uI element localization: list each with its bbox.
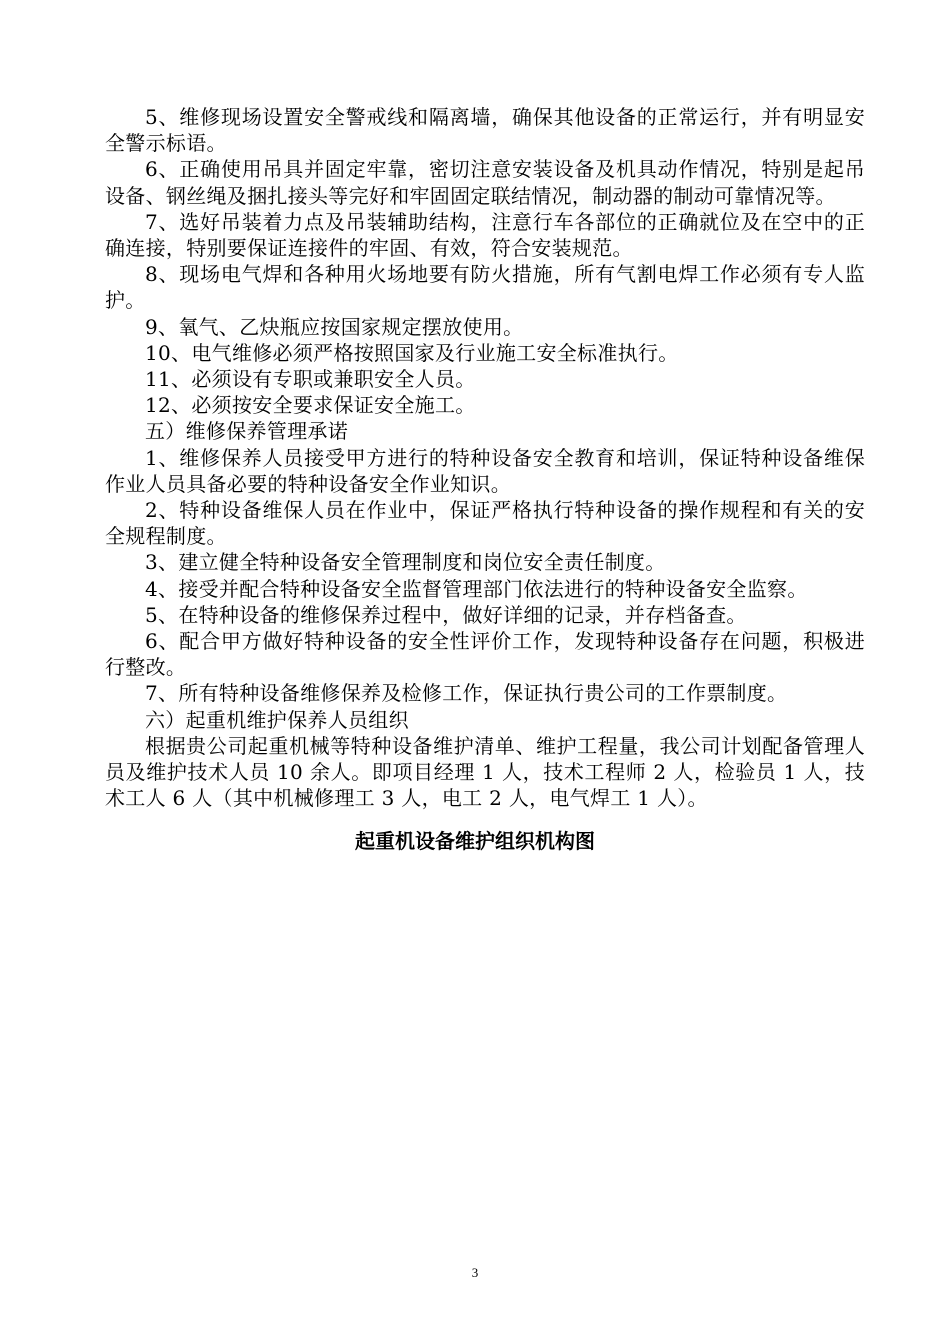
section-heading-5: 五）维修保养管理承诺: [145, 419, 348, 444]
section-heading-6: 六）起重机维护保养人员组织: [145, 707, 409, 732]
commitment-item-2: 2、特种设备维保人员在作业中，保证严格执行特种设备的操作规程和有关的安全规程制度。: [105, 498, 865, 549]
paragraph-item-12: 12、必须按安全要求保证安全施工。: [145, 393, 476, 418]
staffing-paragraph: 根据贵公司起重机械等特种设备维护清单、维护工程量，我公司计划配备管理人员及维护技术人员 10 余人。即项目经理 1 人，技术工程师 2 人，检验员 1 人，技术工人 6 人（其中机械修理工 3 人，电工 2 人，电气焊工 1 人）。: [105, 733, 865, 811]
commitment-item-3: 3、建立健全特种设备安全管理制度和岗位安全责任制度。: [145, 550, 666, 575]
commitment-item-7: 7、所有特种设备维修保养及检修工作，保证执行贵公司的工作票制度。: [145, 681, 788, 706]
paragraph-item-6: 6、正确使用吊具并固定牢靠，密切注意安装设备及机具动作情况，特别是起吊设备、钢丝绳及捆扎接头等完好和牢固固定联结情况，制动器的制动可靠情况等。: [105, 157, 865, 208]
commitment-item-4: 4、接受并配合特种设备安全监督管理部门依法进行的特种设备安全监察。: [145, 576, 808, 601]
page-number: 3: [471, 1265, 479, 1280]
paragraph-item-7: 7、选好吊装着力点及吊装辅助结构，注意行车各部位的正确就位及在空中的正确连接，特别要保证连接件的牢固、有效，符合安装规范。: [105, 209, 865, 261]
body-text: [105, 104, 865, 811]
paragraph-item-8: 8、现场电气焊和各种用火场地要有防火措施，所有气割电焊工作必须有专人监护。: [105, 262, 865, 313]
paragraph-item-10: 10、电气维修必须严格按照国家及行业施工安全标准执行。: [145, 340, 679, 365]
commitment-item-5: 5、在特种设备的维修保养过程中，做好详细的记录，并存档备查。: [145, 602, 747, 627]
commitment-item-1: 1、维修保养人员接受甲方进行的特种设备安全教育和培训，保证特种设备维保作业人员具备必要的特种设备安全作业知识。: [105, 445, 865, 496]
commitment-item-6: 6、配合甲方做好特种设备的安全性评价工作，发现特种设备存在问题，积极进行整改。: [105, 629, 865, 680]
paragraph-item-9: 9、氧气、乙炔瓶应按国家规定摆放使用。: [145, 314, 524, 339]
paragraph-item-11: 11、必须设有专职或兼职安全人员。: [145, 367, 476, 392]
paragraph-item-5: 5、维修现场设置安全警戒线和隔离墙，确保其他设备的正常运行，并有明显安全警示标语。: [105, 105, 865, 156]
org-chart-title: 起重机设备维护组织机构图: [355, 829, 595, 853]
